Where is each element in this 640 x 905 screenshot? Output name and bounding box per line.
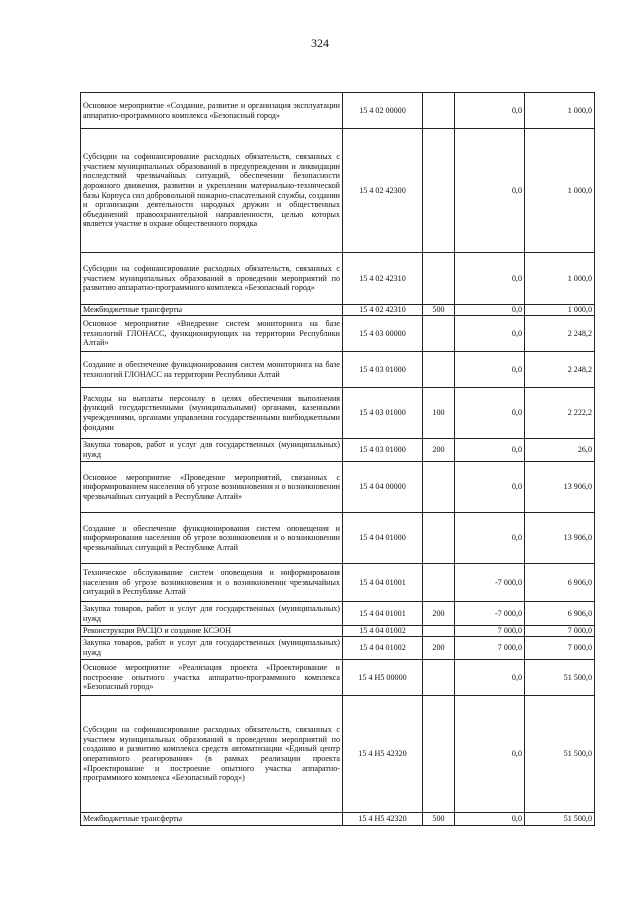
expense-type — [423, 696, 455, 813]
total-amount: 51 500,0 — [525, 660, 595, 696]
total-amount: 6 906,0 — [525, 564, 595, 602]
change-amount: 0,0 — [455, 439, 525, 462]
page-number: 324 — [311, 36, 329, 50]
change-amount: 0,0 — [455, 462, 525, 513]
change-amount: 7 000,0 — [455, 637, 525, 660]
total-amount: 1 000,0 — [525, 305, 595, 316]
row-description: Основное мероприятие «Внедрение систем мониторинга на базе технологий ГЛОНАСС, функционирующих на территории Республики Алтай» — [81, 316, 343, 352]
change-amount: 0,0 — [455, 813, 525, 826]
budget-code: 15 4 04 01001 — [343, 602, 423, 626]
total-amount: 13 906,0 — [525, 513, 595, 564]
budget-code: 15 4 H5 42320 — [343, 813, 423, 826]
expense-type — [423, 352, 455, 388]
row-description: Создание и обеспечение функционирования систем оповещения и информирования населения об угрозе возникновения и о возникновении чрезвычайных ситуаций в Республике Алтай — [81, 513, 343, 564]
table-row — [81, 564, 595, 602]
change-amount: 0,0 — [455, 253, 525, 305]
total-amount: 2 248,2 — [525, 352, 595, 388]
table-row — [81, 462, 595, 513]
budget-code: 15 4 04 01000 — [343, 513, 423, 564]
table-row — [81, 253, 595, 305]
row-description: Основное мероприятие «Реализация проекта «Проектирование и построение опытного участка аппаратно-программного комплекса «Безопасный город» — [81, 660, 343, 696]
row-description: Создание и обеспечение функционирования систем мониторинга на базе технологий ГЛОНАСС на территории Республики Алтай — [81, 352, 343, 388]
change-amount: 0,0 — [455, 388, 525, 439]
expense-type: 100 — [423, 388, 455, 439]
budget-code: 15 4 02 42300 — [343, 129, 423, 253]
row-description: Межбюджетные трансферты — [81, 813, 343, 826]
change-amount: 7 000,0 — [455, 626, 525, 637]
expense-type — [423, 660, 455, 696]
row-description: Техническое обслуживание систем оповещения и информирования населения об угрозе возникновения и о возникновении чрезвычайных ситуаций в Республике Алтай — [81, 564, 343, 602]
budget-table — [80, 92, 595, 826]
budget-code: 15 4 04 01002 — [343, 626, 423, 637]
table-row — [81, 439, 595, 462]
table-row — [81, 513, 595, 564]
expense-type — [423, 564, 455, 602]
row-description: Основное мероприятие «Проведение мероприятий, связанных с информированием населения об угрозе возникновения и о возникновении чрезвычайных ситуаций в Республике Алтай» — [81, 462, 343, 513]
budget-code: 15 4 04 00000 — [343, 462, 423, 513]
row-description: Закупка товаров, работ и услуг для государственных (муниципальных) нужд — [81, 602, 343, 626]
table-row — [81, 602, 595, 626]
row-description: Расходы на выплаты персоналу в целях обеспечения выполнения функций государственными (муниципальными) органами, казенными учреждениями, органами управления государственными внебюджетными фондами — [81, 388, 343, 439]
total-amount: 7 000,0 — [525, 626, 595, 637]
budget-code: 15 4 H5 00000 — [343, 660, 423, 696]
expense-type: 200 — [423, 602, 455, 626]
change-amount: 0,0 — [455, 93, 525, 129]
budget-code: 15 4 03 00000 — [343, 316, 423, 352]
budget-code: 15 4 02 42310 — [343, 305, 423, 316]
expense-type — [423, 316, 455, 352]
expense-type — [423, 626, 455, 637]
change-amount: -7 000,0 — [455, 602, 525, 626]
change-amount: 0,0 — [455, 305, 525, 316]
expense-type — [423, 462, 455, 513]
total-amount: 7 000,0 — [525, 637, 595, 660]
table-row — [81, 352, 595, 388]
total-amount: 1 000,0 — [525, 129, 595, 253]
expense-type — [423, 253, 455, 305]
expense-type: 200 — [423, 637, 455, 660]
expense-type — [423, 513, 455, 564]
row-description: Основное мероприятие «Создание, развитие и организация эксплуатации аппаратно-программного комплекса «Безопасный город» — [81, 93, 343, 129]
budget-code: 15 4 03 01000 — [343, 439, 423, 462]
expense-type: 200 — [423, 439, 455, 462]
row-description: Закупка товаров, работ и услуг для государственных (муниципальных) нужд — [81, 637, 343, 660]
table-row — [81, 813, 595, 826]
total-amount: 2 248,2 — [525, 316, 595, 352]
table-row — [81, 316, 595, 352]
table-row — [81, 626, 595, 637]
table-row — [81, 93, 595, 129]
change-amount: 0,0 — [455, 352, 525, 388]
table-row — [81, 637, 595, 660]
table-row — [81, 388, 595, 439]
expense-type — [423, 93, 455, 129]
budget-code: 15 4 04 01002 — [343, 637, 423, 660]
total-amount: 51 500,0 — [525, 813, 595, 826]
row-description: Субсидии на софинансирование расходных обязательств, связанных с участием муниципальных образований в проведении мероприятий по развитию аппаратно-программного комплекса «Безопасный город» — [81, 253, 343, 305]
total-amount: 51 500,0 — [525, 696, 595, 813]
change-amount: -7 000,0 — [455, 564, 525, 602]
row-description: Межбюджетные трансферты — [81, 305, 343, 316]
total-amount: 1 000,0 — [525, 93, 595, 129]
budget-code: 15 4 03 01000 — [343, 388, 423, 439]
change-amount: 0,0 — [455, 696, 525, 813]
budget-code: 15 4 03 01000 — [343, 352, 423, 388]
total-amount: 6 906,0 — [525, 602, 595, 626]
table-row — [81, 660, 595, 696]
change-amount: 0,0 — [455, 660, 525, 696]
total-amount: 13 906,0 — [525, 462, 595, 513]
budget-table-body — [81, 93, 595, 826]
table-row — [81, 696, 595, 813]
table-row — [81, 129, 595, 253]
row-description: Субсидии на софинансирование расходных обязательств, связанных с участием муниципальных образований в предупреждении и ликвидации последствий чрезвычайных ситуаций, обеспечении безопасности дорожного движения, развитии и укреплении материально-технической базы Корпуса сил добровольной пожарно-спасательной службы, создании и организации деятельности народных дружин и общественных объединений правоохранительной направленности, целью которых является участие в охране общественного порядка — [81, 129, 343, 253]
total-amount: 1 000,0 — [525, 253, 595, 305]
expense-type: 500 — [423, 305, 455, 316]
change-amount: 0,0 — [455, 316, 525, 352]
row-description: Реконструкция РАСЦО и создание КСЭОН — [81, 626, 343, 637]
expense-type: 500 — [423, 813, 455, 826]
budget-code: 15 4 04 01001 — [343, 564, 423, 602]
expense-type — [423, 129, 455, 253]
budget-code: 15 4 H5 42320 — [343, 696, 423, 813]
change-amount: 0,0 — [455, 513, 525, 564]
budget-code: 15 4 02 42310 — [343, 253, 423, 305]
row-description: Субсидии на софинансирование расходных обязательств, связанных с участием муниципальных образований в проведении мероприятий по созданию и развитию комплекса средств автоматизации «Единый центр оперативного реагирования» (в рамках реализации проекта «Проектирование и построение опытного участка аппаратно-программного комплекса «Безопасный город») — [81, 696, 343, 813]
total-amount: 26,0 — [525, 439, 595, 462]
table-row — [81, 305, 595, 316]
total-amount: 2 222,2 — [525, 388, 595, 439]
budget-code: 15 4 02 00000 — [343, 93, 423, 129]
change-amount: 0,0 — [455, 129, 525, 253]
row-description: Закупка товаров, работ и услуг для государственных (муниципальных) нужд — [81, 439, 343, 462]
